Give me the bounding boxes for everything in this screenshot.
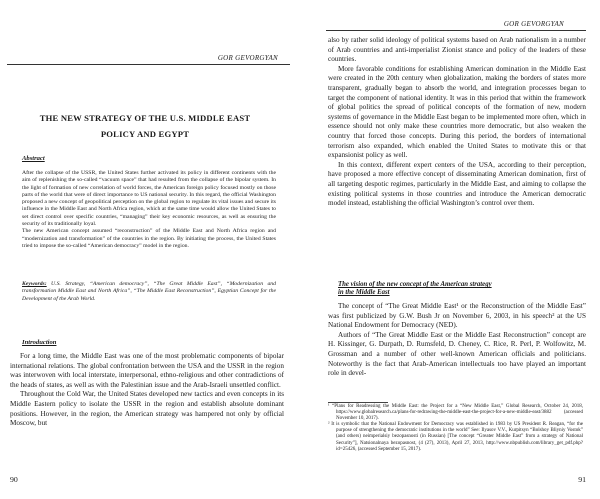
vision-heading-line-1: The vision of the new concept of the American strategy	[338, 281, 492, 288]
abstract-paragraph-2: The new American concept assumed “reconstruction” of the Middle East and North Africa region and “modernization and transformation” of the countries in the region. By initiating the process, the United States tried to impose the so-called “American democracy” model in the region.	[22, 228, 276, 249]
running-head-left: GOR GEVORGYAN	[217, 54, 278, 62]
keywords-label: Keywords:	[22, 281, 47, 287]
right-paragraph-4: The concept of “The Great Middle East¹ or the Reconstruction of the Middle East” was first publicized by G.W. Bush Jr on November 6, 2003, in his speech² at the US National Endowment for Democracy (NED).	[328, 302, 586, 330]
vision-heading-line-2: in the Middle East	[338, 289, 390, 297]
keywords-text: U.S. Strategy, “American democracy”, “The Great Middle East”, “Modernization and transformation Middle East and North Africa”, “The Middle East Reconstruction”, Egyptian Concept for the Development of the Arab World.	[22, 281, 276, 302]
header-rule-right	[326, 30, 586, 31]
right-paragraph-1: also by rather solid ideology of political systems based on Arab nationalism in a number of Arab countries and anti-imperialist Zionist stance and policy of the leaders of these countries.	[328, 36, 586, 64]
right-body-top	[328, 36, 586, 209]
right-paragraph-5: Authors of “The Great Middle East or the Middle East Reconstruction” concept are H. Kissinger, G. Durpath, D. Rumsfeld, D. Cheney, C. Rice, R. Perl, P. Wolfowitz, M. Grossman and a number of other well-known American officials and politicians. Noteworthy is the fact that Arab-American intellectuals too have played an important role in devel-	[328, 330, 586, 378]
running-head-right: GOR GEVORGYAN	[503, 20, 564, 28]
right-body-bottom	[328, 302, 586, 379]
footnote-rule	[328, 402, 388, 403]
header-rule-left	[7, 64, 290, 65]
intro-paragraph-1: For a long time, the Middle East was one of the most problematic components of bipolar international relations. The global confrontation between the USA and the USSR in the region was interwoven with local interstate, interpersonal, ethno-religious and other contradictions of the heads of states, as well as with the Palestinian issue and the Arab-Israeli unsettled conflict.	[10, 352, 284, 389]
page-number-left: 90	[10, 475, 18, 484]
vision-heading	[338, 281, 492, 298]
article-title	[30, 110, 260, 142]
intro-paragraph-2: Throughout the Cold War, the United States developed new tactics and even concepts in its Middle Eastern policy to isolate the USSR in the region and establish absolute dominant positions. However, in the region, the American strategy was hampered not only by official Moscow, but	[10, 390, 284, 428]
right-paragraph-3: In this context, different expert centers of the USA, according to their perception, have proposed a more effective concept of disseminating American domination, first of all targeting despotic regimes, particularly in the Middle East, and aiming to collapse the existing political systems in those countries and introduce the American democratic model instead, establishing the official Washington’s control over them.	[328, 160, 586, 208]
abstract-body	[22, 170, 276, 250]
footnotes	[328, 404, 583, 453]
introduction-body	[10, 352, 284, 429]
abstract-heading: Abstract	[22, 155, 45, 162]
title-line-2: POLICY AND EGYPT	[100, 129, 190, 139]
introduction-heading: Introduction	[22, 339, 57, 346]
footnote-1: ¹ “Plans for Readressing the Middle East: the Project for a “New Middle East,” Global Research, October 24, 2018, https://www.globalresearch.ca/plans-for-redrawing-the-middle-east-the-project-for-a-new-middle-east/3882 (accessed November 10, 2017).	[328, 404, 583, 422]
keywords	[22, 281, 276, 303]
footnote-2: ² It is symbolic that the National Endowment for Democracy was established in 1983 by US President R. Reagan, “for the purpose of strengthening the democratic institutions in the world” See: Ilyasov V.V., Kurpitsyn “Bolshoy Bliyniy Vostok” (and others) neimperialsiy bezopasnosti (in Russian) [The concept “Greater Middle East” from a strategy of National Security”], Natsionalnaya bezopasnost, (4 (27), 2013), April 27, 2013, http://www.nbpublish.com/library_get_pdf.php?id=25426, (accessed September 15, 2017).	[328, 422, 583, 452]
right-page	[300, 0, 600, 499]
page-number-right: 91	[578, 475, 586, 484]
abstract-paragraph-1: After the collapse of the USSR, the United States further activated its policy in different continents with the aim of replenishing the so-called “vacuum space” that had resulted from the collapse of the bipolar system. In the light of formation of new correlation of world forces, the American foreign policy focused mostly on those parts of the world that were of direct importance to US national security. In this regard, the official Washington proposed a new concept of geopolitical perception on the global region to regulate its vital issues and secure its influence in the Middle East and North Africa region, which at the same time would allow the United States to set direct control over specific countries, “managing” their key economic resources, as well as ensuring the security of its traditionally loyal.	[22, 170, 276, 228]
right-paragraph-2: More favorable conditions for establishing American domination in the Middle East were created in the 20th century when globalization, making the borders of states more transparent, gradually began to absorb the world, and integration processes began to target the component of national identity. It was in this period that within the framework of global politics the spread of political concepts of the formation of new, modern systems of governance in the Middle East began to be implemented more often, which in essence should not only make these countries more democratic, but also weaken the country that forced those concepts. During this period, the borders of international terrorism also expanded, which enabled the United States to motivate this or that expansionist policy as well.	[328, 64, 586, 160]
title-line-1: THE NEW STRATEGY OF THE U.S. MIDDLE EAST	[39, 113, 251, 123]
